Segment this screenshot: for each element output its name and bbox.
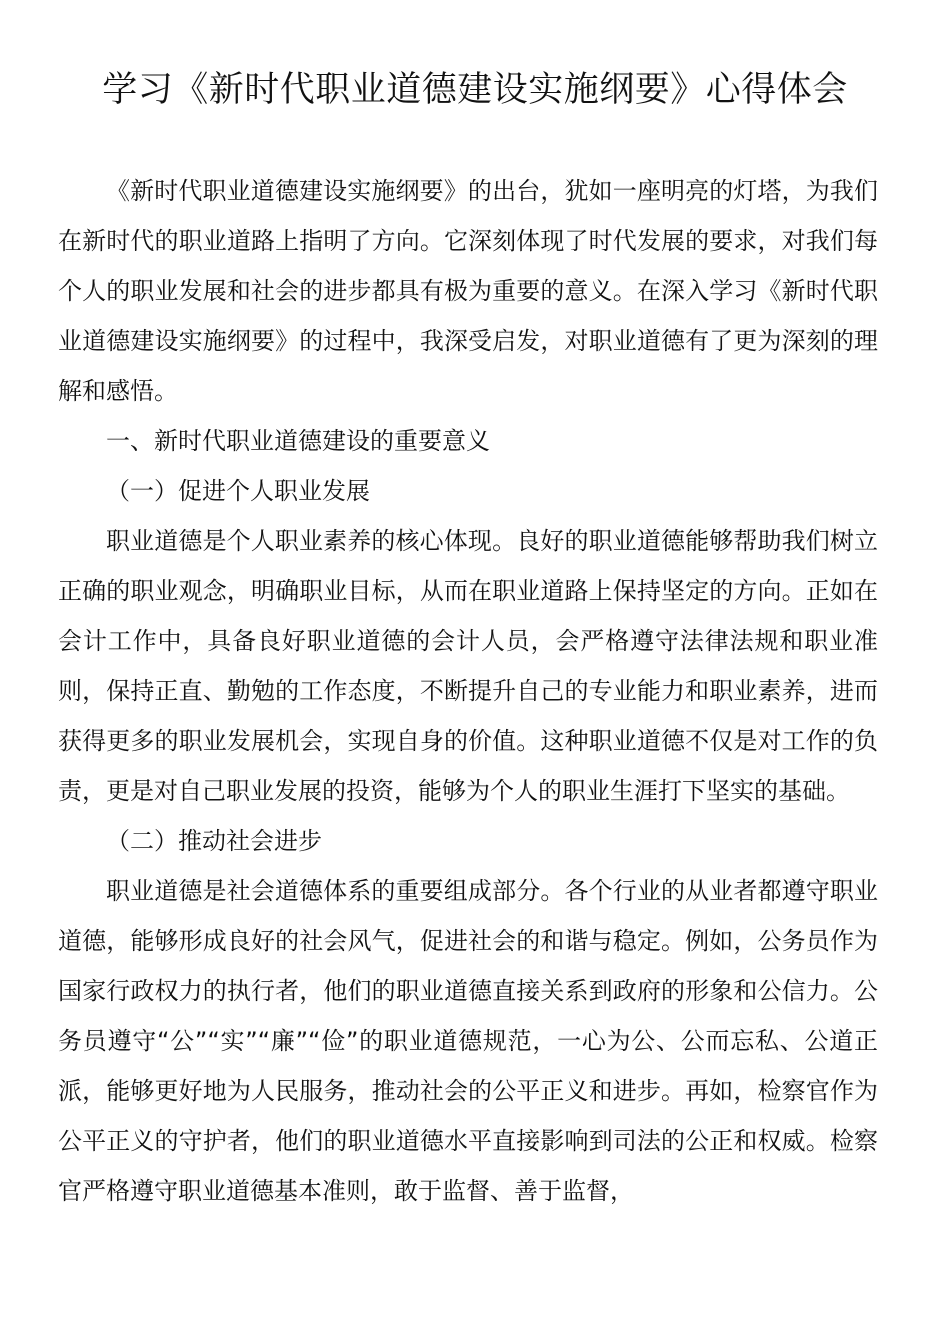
- subsection-heading-1: （一）促进个人职业发展: [106, 477, 370, 505]
- document-body: [58, 166, 878, 1216]
- paragraph-intro: 《新时代职业道德建设实施纲要》的出台，犹如一座明亮的灯塔，为我们在新时代的职业道路上指明了方向。它深刻体现了时代发展的要求，对我们每个人的职业发展和社会的进步都具有极为重要的意义。在深入学习《新时代职业道德建设实施纲要》的过程中，我深受启发，对职业道德有了更为深刻的理解和感悟。: [58, 177, 878, 405]
- paragraph-social-progress: 职业道德是社会道德体系的重要组成部分。各个行业的从业者都遵守职业道德，能够形成良好的社会风气，促进社会的和谐与稳定。例如，公务员作为国家行政权力的执行者，他们的职业道德直接关系到政府的形象和公信力。公务员遵守“公”“实”“廉”“俭”的职业道德规范，一心为公、公而忘私、公道正派，能够更好地为人民服务，推动社会的公平正义和进步。再如，检察官作为公平正义的守护者，他们的职业道德水平直接影响到司法的公正和权威。检察官严格遵守职业道德基本准则，敢于监督、善于监督，: [58, 877, 878, 1205]
- section-heading-1: 一、新时代职业道德建设的重要意义: [106, 427, 490, 455]
- document-title: 学习《新时代职业道德建设实施纲要》心得体会: [102, 70, 848, 110]
- subsection-heading-2: （二）推动社会进步: [106, 827, 322, 855]
- paragraph-personal-development: 职业道德是个人职业素养的核心体现。良好的职业道德能够帮助我们树立正确的职业观念，明确职业目标，从而在职业道路上保持坚定的方向。正如在会计工作中，具备良好职业道德的会计人员，会严格遵守法律法规和职业准则，保持正直、勤勉的工作态度，不断提升自己的专业能力和职业素养，进而获得更多的职业发展机会，实现自身的价值。这种职业道德不仅是对工作的负责，更是对自己职业发展的投资，能够为个人的职业生涯打下坚实的基础。: [58, 527, 878, 805]
